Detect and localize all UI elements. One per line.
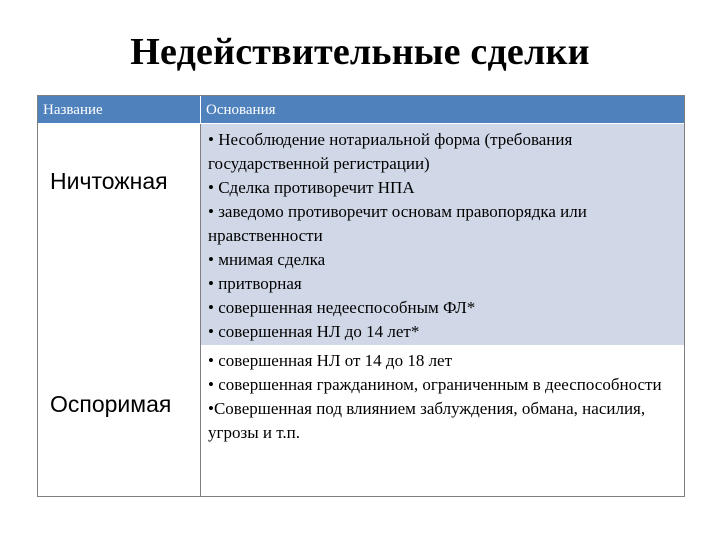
list-item: • Несоблюдение нотариальной форма (требования государственной регистрации) [208, 130, 573, 173]
slide-title: Недействительные сделки [130, 31, 590, 73]
list-item: • совершенная НЛ до 14 лет* [208, 322, 420, 341]
list-item: • мнимая сделка [208, 250, 326, 269]
name-cell [38, 345, 201, 496]
grounds-list [208, 128, 678, 344]
list-item: • заведомо противоречит основам правопорядка или нравственности [208, 202, 587, 245]
list-item: • Сделка противоречит НПА [208, 178, 415, 197]
row-name-void: Ничтожная [50, 168, 168, 194]
row-name-voidable: Оспоримая [50, 391, 172, 417]
table-header-row [38, 96, 684, 124]
grounds-cell [201, 345, 684, 496]
list-item: • совершенная недееспособным ФЛ* [208, 298, 476, 317]
list-item: • притворная [208, 274, 302, 293]
grounds-list [208, 349, 678, 445]
list-item: • совершенная гражданином, ограниченным в дееспособности [208, 375, 662, 394]
list-item: •Совершенная под влиянием заблуждения, обмана, насилия, угрозы и т.п. [208, 399, 646, 442]
header-grounds: Основания [206, 102, 276, 118]
table-row [37, 345, 685, 497]
list-item: • совершенная НЛ от 14 до 18 лет [208, 351, 453, 370]
header-name: Название [38, 96, 201, 123]
